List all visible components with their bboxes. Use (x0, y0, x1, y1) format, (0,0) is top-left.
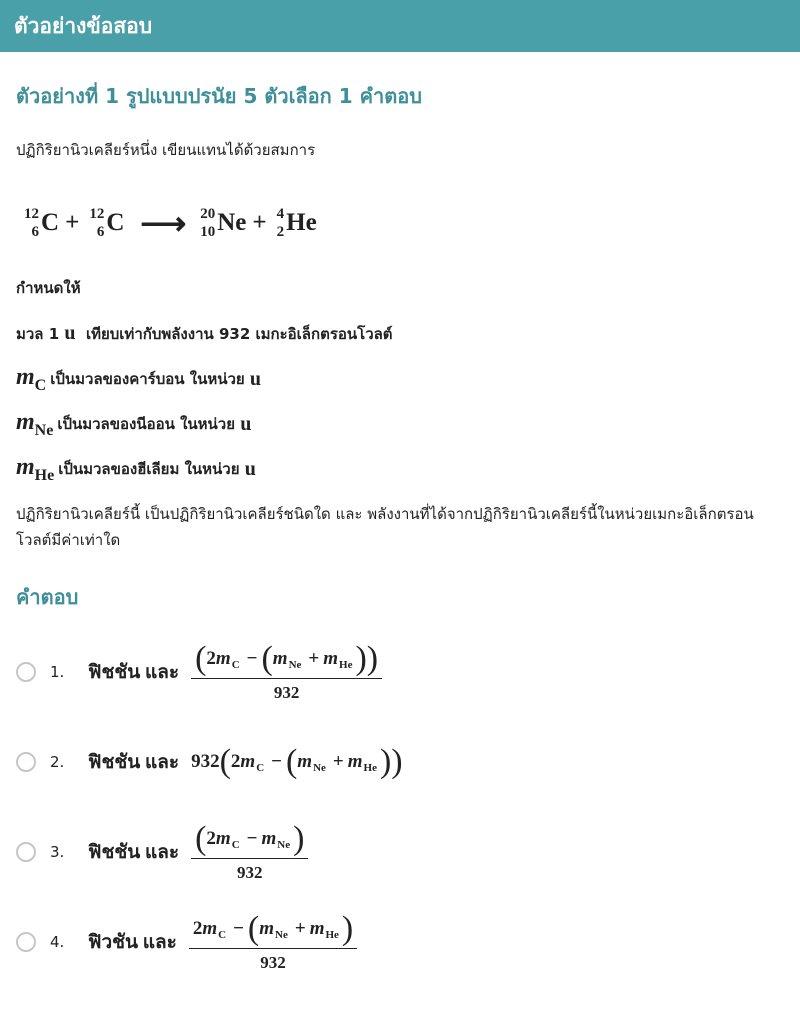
reactant-carbon-1: 12 6 C (24, 206, 60, 240)
header-title: ตัวอย่างข้อสอบ (14, 13, 153, 38)
page-header (0, 0, 800, 52)
reaction-arrow-icon: ⟶ (140, 205, 187, 241)
answer-option-1[interactable]: 1. ฟิชชัน และ ( 2 m C − ( m Ne + m He ) ) 932 (16, 627, 784, 717)
reactant-carbon-2: 12 6 C (89, 206, 125, 240)
answer-heading: คำตอบ (16, 585, 79, 609)
definition-helium: m He เป็นมวลของฮีเลียม ในหน่วย u (16, 454, 256, 484)
radio-button[interactable] (16, 662, 36, 682)
radio-button[interactable] (16, 932, 36, 952)
example-title: ตัวอย่างที่ 1 รูปแบบปรนัย 5 ตัวเลือก 1 คำตอบ (16, 84, 422, 108)
definition-carbon: m C เป็นมวลของคาร์บอน ในหน่วย u (16, 364, 262, 394)
product-neon: 20 10 Ne (200, 206, 247, 240)
question-intro: ปฏิกิริยานิวเคลียร์หนึ่ง เขียนแทนได้ด้วยสมการ (16, 141, 316, 159)
plus-sign: + (65, 209, 80, 236)
plus-sign: + (252, 209, 267, 236)
given-label: กำหนดให้ (16, 279, 81, 297)
answer-option-4[interactable]: 4. ฟิวชัน และ 2 m C − ( m Ne + m He ) 932 (16, 897, 784, 987)
mass-unit-line: มวล 1 u เทียบเท่ากับพลังงาน 932 เมกะอิเล็กตรอนโวลต์ (16, 322, 393, 344)
nuclear-equation (24, 196, 784, 250)
option-4-formula: 2 m C − ( m Ne + m He ) 932 (189, 912, 357, 973)
option-1-formula: ( 2 m C − ( m Ne + m He ) ) 932 (191, 642, 382, 703)
answer-option-2[interactable]: 2. ฟิชชัน และ 932 ( 2 m C − ( m Ne + m He ) ) (16, 717, 784, 807)
radio-button[interactable] (16, 842, 36, 862)
radio-button[interactable] (16, 752, 36, 772)
option-2-formula: 932 ( 2 m C − ( m Ne + m He ) ) (191, 743, 403, 780)
option-3-formula: ( 2 m C − m Ne ) 932 (191, 822, 308, 883)
answer-options (16, 627, 784, 987)
product-helium: 4 2 He (276, 206, 317, 240)
definition-neon: m Ne เป็นมวลของนีออน ในหน่วย u (16, 409, 252, 439)
main-content (0, 80, 800, 987)
answer-option-3[interactable]: 3. ฟิชชัน และ ( 2 m C − m Ne ) 932 (16, 807, 784, 897)
question-text: ปฏิกิริยานิวเคลียร์นี้ เป็นปฏิกิริยานิวเคลียร์ชนิดใด และ พลังงานที่ได้จากปฏิกิริยานิวเคลียร์นี้ในหน่วยเมกะอิเล็กตรอนโวลต์มีค่าเท่าใด (16, 505, 754, 549)
